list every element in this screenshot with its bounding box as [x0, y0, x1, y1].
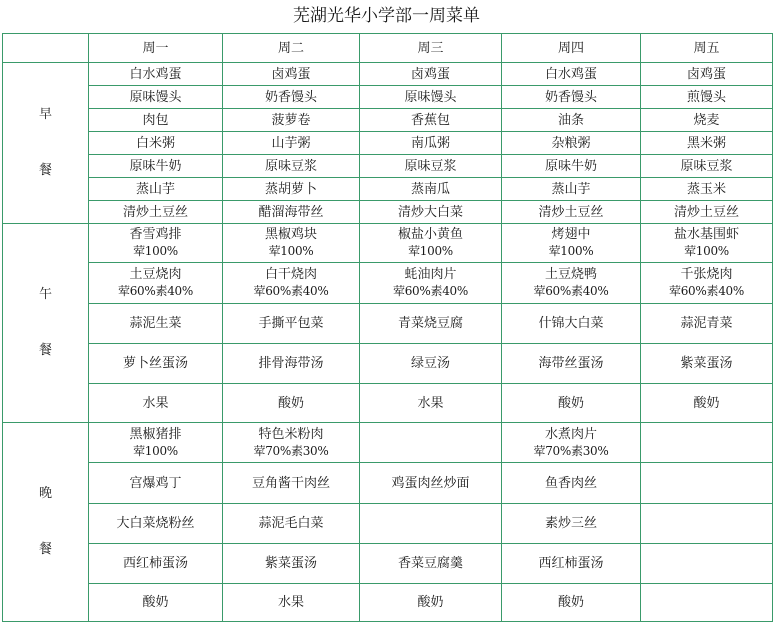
menu-cell	[641, 544, 773, 584]
menu-cell	[360, 423, 502, 463]
menu-cell	[641, 504, 773, 544]
menu-cell: 酸奶	[360, 584, 502, 622]
menu-cell	[223, 423, 360, 463]
breakfast-row	[3, 86, 773, 109]
menu-cell: 蒸山芋	[502, 178, 641, 201]
meat-ratio: 荤60%素40%	[393, 284, 468, 298]
menu-cell: 海带丝蛋汤	[502, 344, 641, 384]
menu-cell: 清炒土豆丝	[641, 201, 773, 224]
menu-cell: 酸奶	[223, 384, 360, 423]
meal-char: 餐	[38, 343, 52, 358]
lunch-label	[3, 224, 89, 423]
dish-name: 烤翅中	[551, 227, 591, 242]
menu-cell	[502, 263, 641, 304]
meat-ratio: 荤60%素40%	[533, 284, 609, 298]
menu-cell	[360, 224, 502, 263]
menu-cell: 什锦大白菜	[502, 304, 641, 344]
menu-cell: 大白菜烧粉丝	[89, 504, 223, 544]
dish-name: 水煮肉片	[544, 426, 597, 442]
menu-cell: 蒸胡萝卜	[223, 178, 360, 201]
dish-name: 黑椒鸡块	[264, 227, 317, 242]
meat-ratio: 荤70%素30%	[533, 443, 609, 458]
dish-name: 土豆烧肉	[129, 267, 182, 282]
menu-cell: 南瓜粥	[360, 132, 502, 155]
lunch-row	[3, 344, 773, 384]
lunch-row	[3, 304, 773, 344]
menu-cell	[641, 423, 773, 463]
meat-ratio: 荤100%	[133, 443, 178, 458]
menu-cell: 杂粮粥	[502, 132, 641, 155]
menu-cell: 蒜泥青菜	[641, 304, 773, 344]
menu-title: 芜湖光华小学部一周菜单	[293, 6, 480, 26]
menu-cell: 奶香馒头	[223, 86, 360, 109]
menu-cell: 宫爆鸡丁	[89, 463, 223, 504]
menu-cell: 酸奶	[89, 584, 223, 622]
menu-cell: 蒸玉米	[641, 178, 773, 201]
breakfast-row	[3, 201, 773, 224]
breakfast-row	[3, 155, 773, 178]
meal-char: 午	[38, 287, 52, 302]
dinner-row	[3, 504, 773, 544]
menu-cell	[223, 224, 360, 263]
menu-cell	[223, 263, 360, 304]
menu-cell: 水果	[89, 384, 223, 423]
day-header: 周五	[641, 34, 773, 63]
meal-char: 餐	[38, 163, 52, 178]
menu-cell: 油条	[502, 109, 641, 132]
menu-cell: 白米粥	[89, 132, 223, 155]
menu-cell: 排骨海带汤	[223, 344, 360, 384]
meat-ratio: 荤100%	[548, 244, 594, 258]
menu-cell: 绿豆汤	[360, 344, 502, 384]
menu-cell	[641, 584, 773, 622]
menu-cell	[502, 224, 641, 263]
menu-cell: 原味牛奶	[89, 155, 223, 178]
dinner-row	[3, 544, 773, 584]
breakfast-row	[3, 132, 773, 155]
meat-ratio: 荤100%	[133, 244, 178, 258]
menu-cell: 素炒三丝	[502, 504, 641, 544]
meat-ratio: 荤100%	[684, 244, 729, 258]
menu-cell: 原味豆浆	[641, 155, 773, 178]
breakfast-row	[3, 63, 773, 86]
menu-cell: 蒸南瓜	[360, 178, 502, 201]
day-header: 周三	[360, 34, 502, 63]
dish-name: 盐水基围虾	[673, 227, 739, 242]
menu-cell: 水果	[360, 384, 502, 423]
dinner-row	[3, 584, 773, 622]
menu-cell: 卤鸡蛋	[223, 63, 360, 86]
meal-char: 早	[38, 107, 52, 122]
menu-cell: 原味牛奶	[502, 155, 641, 178]
menu-cell	[89, 224, 223, 263]
dish-name: 白干烧肉	[264, 267, 317, 282]
dish-name: 蚝油肉片	[404, 267, 457, 282]
menu-cell: 手撕平包菜	[223, 304, 360, 344]
menu-cell: 酸奶	[641, 384, 773, 423]
menu-cell: 煎馒头	[641, 86, 773, 109]
menu-cell: 水果	[223, 584, 360, 622]
dish-name: 香雪鸡排	[129, 227, 182, 242]
dish-name: 特色米粉肉	[258, 426, 324, 442]
menu-cell: 烧麦	[641, 109, 773, 132]
header-row	[3, 34, 773, 63]
lunch-row	[3, 224, 773, 263]
menu-cell: 清炒大白菜	[360, 201, 502, 224]
menu-cell: 紫菜蛋汤	[223, 544, 360, 584]
lunch-row	[3, 384, 773, 423]
breakfast-label	[3, 63, 89, 224]
menu-cell: 豆角酱干肉丝	[223, 463, 360, 504]
breakfast-row	[3, 178, 773, 201]
meat-ratio: 荤100%	[268, 244, 314, 258]
meal-char: 餐	[38, 542, 52, 557]
menu-cell: 醋溜海带丝	[223, 201, 360, 224]
weekly-menu-table	[2, 33, 773, 622]
menu-cell	[502, 423, 641, 463]
menu-cell	[360, 263, 502, 304]
menu-cell: 香菜豆腐羹	[360, 544, 502, 584]
menu-cell	[89, 263, 223, 304]
dish-name: 椒盐小黄鱼	[397, 227, 463, 242]
dinner-row	[3, 423, 773, 463]
day-header: 周一	[89, 34, 223, 63]
menu-cell: 卤鸡蛋	[360, 63, 502, 86]
menu-cell	[89, 423, 223, 463]
dinner-row	[3, 463, 773, 504]
menu-cell: 西红柿蛋汤	[502, 544, 641, 584]
menu-cell: 西红柿蛋汤	[89, 544, 223, 584]
lunch-row	[3, 263, 773, 304]
menu-cell: 蒜泥生菜	[89, 304, 223, 344]
menu-cell: 白水鸡蛋	[502, 63, 641, 86]
menu-cell: 鸡蛋肉丝炒面	[360, 463, 502, 504]
menu-cell: 山芋粥	[223, 132, 360, 155]
menu-cell: 原味豆浆	[360, 155, 502, 178]
menu-cell: 原味豆浆	[223, 155, 360, 178]
dinner-label	[3, 423, 89, 622]
menu-cell: 菠萝卷	[223, 109, 360, 132]
menu-cell: 紫菜蛋汤	[641, 344, 773, 384]
menu-cell: 黑米粥	[641, 132, 773, 155]
day-header: 周四	[502, 34, 641, 63]
menu-cell: 萝卜丝蛋汤	[89, 344, 223, 384]
menu-cell: 原味馒头	[89, 86, 223, 109]
corner-cell	[3, 34, 89, 63]
menu-cell: 原味馒头	[360, 86, 502, 109]
menu-cell: 蒜泥毛白菜	[223, 504, 360, 544]
menu-cell	[641, 224, 773, 263]
dish-name: 土豆烧鸭	[544, 267, 597, 282]
day-header: 周二	[223, 34, 360, 63]
menu-cell: 鱼香肉丝	[502, 463, 641, 504]
menu-cell	[641, 263, 773, 304]
dish-name: 千张烧肉	[680, 267, 733, 282]
menu-cell: 清炒土豆丝	[502, 201, 641, 224]
meat-ratio: 荤100%	[408, 244, 453, 258]
menu-cell	[641, 463, 773, 504]
meat-ratio: 荤60%素40%	[253, 284, 329, 298]
menu-cell: 酸奶	[502, 384, 641, 423]
menu-cell: 卤鸡蛋	[641, 63, 773, 86]
menu-cell	[360, 504, 502, 544]
meat-ratio: 荤60%素40%	[118, 284, 193, 298]
dish-name: 黑椒猪排	[129, 426, 182, 442]
meal-char: 晚	[38, 486, 52, 501]
menu-cell: 蒸山芋	[89, 178, 223, 201]
menu-cell: 肉包	[89, 109, 223, 132]
menu-cell: 香蕉包	[360, 109, 502, 132]
menu-cell: 清炒土豆丝	[89, 201, 223, 224]
menu-cell: 酸奶	[502, 584, 641, 622]
menu-cell: 白水鸡蛋	[89, 63, 223, 86]
breakfast-row	[3, 109, 773, 132]
menu-cell: 青菜烧豆腐	[360, 304, 502, 344]
menu-cell: 奶香馒头	[502, 86, 641, 109]
meat-ratio: 荤60%素40%	[669, 284, 744, 298]
meat-ratio: 荤70%素30%	[253, 443, 329, 458]
